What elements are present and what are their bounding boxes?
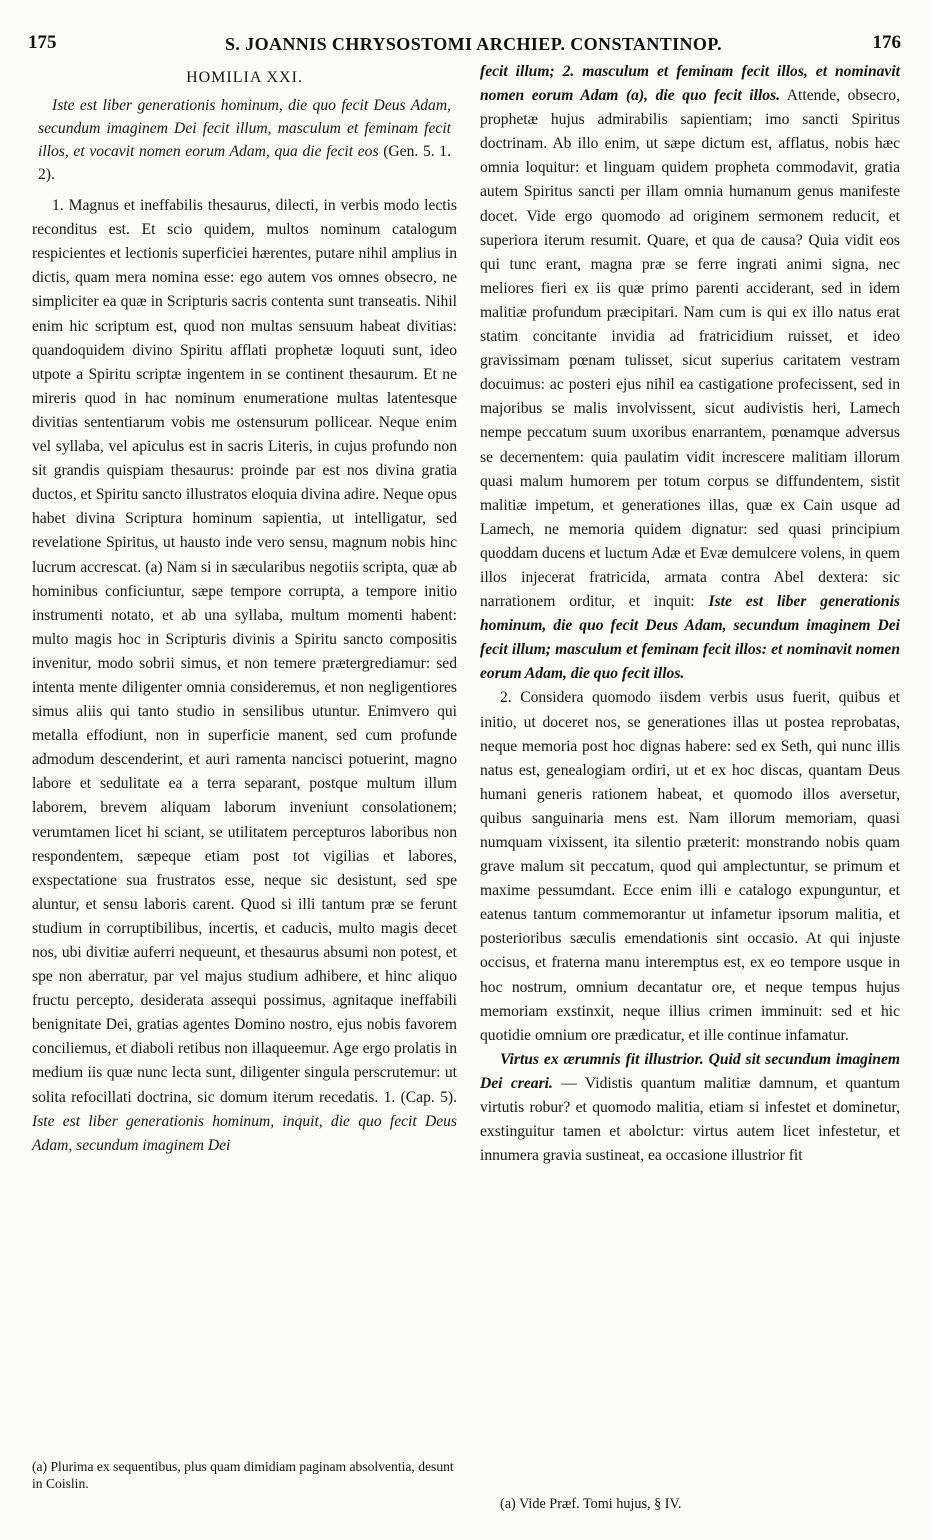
right-paragraph-1 [480,60,900,686]
right-paragraph-1-italic-end: Iste est liber generationis hominum, die quo fecit Deus Adam, secundum imaginem Dei fecit illum; masculum et feminam fecit illos: et nominavit nomen eorum Adam, die quo fecit illos. [480,593,901,683]
epigraph [32,94,457,194]
right-footnote: (a) Vide Præf. Tomi hujus, § IV. [500,1496,682,1512]
right-paragraph-3-body: — Vidistis quantum malitiæ damnum, et quantum virtutis robur? et quomodo malitia, etiam si infestet et dominetur, exstinguitur tamen et abolctur: virtus autem licet infestetur, et innumera gravia sustineat, ea occasione illustrior fit [480,1074,900,1165]
paragraph-1-text: 1. Magnus et ineffabilis thesaurus, dilecti, in verbis modo lectis reconditus est. Et scio quidem, multos nominum catalogum respicientes et lectionis superficiei hærentes, putare nihil amplius in dictis, quam mera nomina esse: ego autem vos omnes obsecro, ne simpliciter ea quæ in Scripturis sacris contenta sunt transeatis. Nihil enim hic scriptum est, quod non multas sensuum habeat divitias: quandoquidem divino Spiritu afflati prophetæ loquuti sunt, ideo utpote a Spiritu scriptæ ingentem in se continent thesaurum. Et ne mireris quod in hac nominum enumeratione multas latentesque divitias sententiarum vobis me ostensurum pollicear. Neque enim vel syllaba, vel apiculus est in sacris Literis, in cujus profundo non sit grandis quispiam thesaurus: proinde par est nos divina gratia ductos, et Spiritu sancto illustratos eloquia divina adire. Neque opus habet divina Scriptura hominum sapientia, ut intelligatur, sed revelatione Spiritus, ut hausto inde vero sensu, magnum nobis hinc lucrum accrescat. (a) Nam si in sæcularibus negotiis scripta, quæ ab hominibus conficiuntur, sæpe tempore corrupta, a tempore initio instrumenti notato, et ab una syllaba, multum momenti habent: multo magis hoc in Scripturis divinis a Spiritu sancto compositis invenitur, modo sobrii simus, et non temere prætergrediamur: sed intenta mente diligenter omnia consideremus, et non negligentiores simus aliis qui tanto studio in sensilibus utuntur. Enimvero qui metalla effodiunt, non in superficie manent, sed cum profunde admodum descenderint, et auri ramenta nancisci potuerint, magno labore et sedulitate ea a terra separant, postque multum illum laborem, brevem aliquam laborum inveniunt consolationem; verumtamen licet hi sciant, se utilitatem percepturos laboribus non respondentem, sæpeque etiam post tot vigilias et labores, exspectatione sua frustratos esse, neque sic desistunt, sed spe aluntur, et sensu laboris carent. Quod si illi tantum præ se ferunt studium in corruptibilibus, incertis, et caducis, multo magis decet nos, ubi divitiæ auferri nequeunt, et thesaurus absumi non potest, et spe non aberratur, par vel majus studium adhibere, et hinc aliquo fructu percepto, desiderata assequi possimus, agnitaque ineffabili benignitate Dei, gratias agentes Domino nostro, ejus nobis favorem conciliemus, et diaboli retibus non illaqueemur. Age ergo prolatis in medium iis quæ nunc lecta sunt, diligenter singula perscrutemur: ut solita refocillati doctrina, sic domum iterum recedatis. 1. (Cap. 5). [32,197,457,1106]
epigraph-text: Iste est liber generationis hominum, die quo fecit Deus Adam, secundum imaginem Dei fecit illum, masculum et feminam fecit illos, et vocavit nomen eorum Adam, qua die fecit eos [38,97,451,161]
paragraph-1-italic-tail: Iste est liber generationis hominum, inquit, die quo fecit Deus Adam, secundum imaginem Dei [32,1112,457,1154]
homily-title: HOMILIA XXI. [186,69,303,86]
epigraph-reference: (Gen. 5. 1. 2). [38,143,451,184]
left-footnote: (a) Plurima ex sequentibus, plus quam dimidiam paginam absolventia, desunt in Coislin. [32,1459,454,1491]
left-page-number: 175 [28,32,57,53]
paragraph-1 [32,194,457,1158]
right-opening-italic: fecit illum; 2. masculum et feminam fecit illos, et nominavit nomen eorum Adam (a), die quo fecit illos. [480,63,900,105]
right-paragraph-3 [480,1048,900,1168]
right-column [480,60,900,1168]
right-paragraph-1-body: Attende, obsecro, prophetæ hujus admirabilis sapientiam; imo sancti Spiritus doctrinam. Ab illo enim, ut sæpe dictum est, afflatus, nobis hæc omnia loquitur: et linguam quidem propheta commodavit, gratia autem Spiritus sancti per illam omnia humanum genus manifeste docet. Vide ergo quomodo ad originem sermonem reducit, et superiora iterum resumit. Quare, et qua de causa? Quia vidit eos qui tunc erant, magna præ se ferre ingrati animi signa, nec meliores fieri ex iis quæ primo parenti acciderant, sed in idem malitiæ profundum præcipitari. Nam cum is qui ex illo natus erat statim concitante invidia ad fratricidium ruisset, et ideo gravissimam pœnam tulisset, sicut superius caritatem vestram docuimus: ac posteri ejus nihil ea castigatione profecissent, sed in majoribus se malis involvissent, sicut audivistis heri, Lamech nempe peccatum suum uxoribus enarrantem, pœnamque adversus se decernentem: quia paulatim vidit increscere malitiam illorum quasi malum humorem per totum corpus se diffundentem, sistit malitiæ impetum, et generationes illas, quæ ex Cain usque ad Lamech, ne memoria quidem dignatur: sed quasi principium quoddam ducens et luctum Adæ et Evæ demulcere volens, in quem illos injecerat fratricida, armata contra Abel dextera: sic narrationem orditur, et inquit: [480,87,900,611]
left-column [32,60,457,1158]
section-heading: Virtus ex ærumnis fit illustrior. Quid sit secundum imaginem Dei creari. [480,1050,900,1092]
right-paragraph-2: 2. Considera quomodo iisdem verbis usus fuerit, quibus et initio, ut doceret nos, se generationes illas ut postea reprobatas, neque memoria post hoc dignas habere: sed ex Seth, qui nunc illis natus est, genealogiam ordiri, ut et ex hoc discas, quantam Deus humani generis rationem habeat, et quomodo illos aversetur, quibus sanguinaria mens est. Nam illorum memoriam, quasi numquam vixissent, ita silentio præterit: monstrando nobis quam grave malum sit peccatum, quod qui amplectuntur, se primum et maxime pessumdant. Ecce enim illi e catalogo expunguntur, et eatenus tantum commemorantur ut infametur ipsorum malitia, et posterioribus sæculis emendationis sint occasio. At qui injuste occisus, et fraterna manu interemptus est, ex eo tempore usque in hoc nostrum, omnium decantatur ore, et neque tempus hujus memoriam exstinxit, neque illius crimen imminuit: sed et hic quotidie omnium ore prædicatur, et ille continue infamatur. [480,689,900,1044]
running-title: S. JOANNIS CHRYSOSTOMI ARCHIEP. CONSTANTINOP. [225,34,722,54]
right-page-number: 176 [872,32,901,53]
